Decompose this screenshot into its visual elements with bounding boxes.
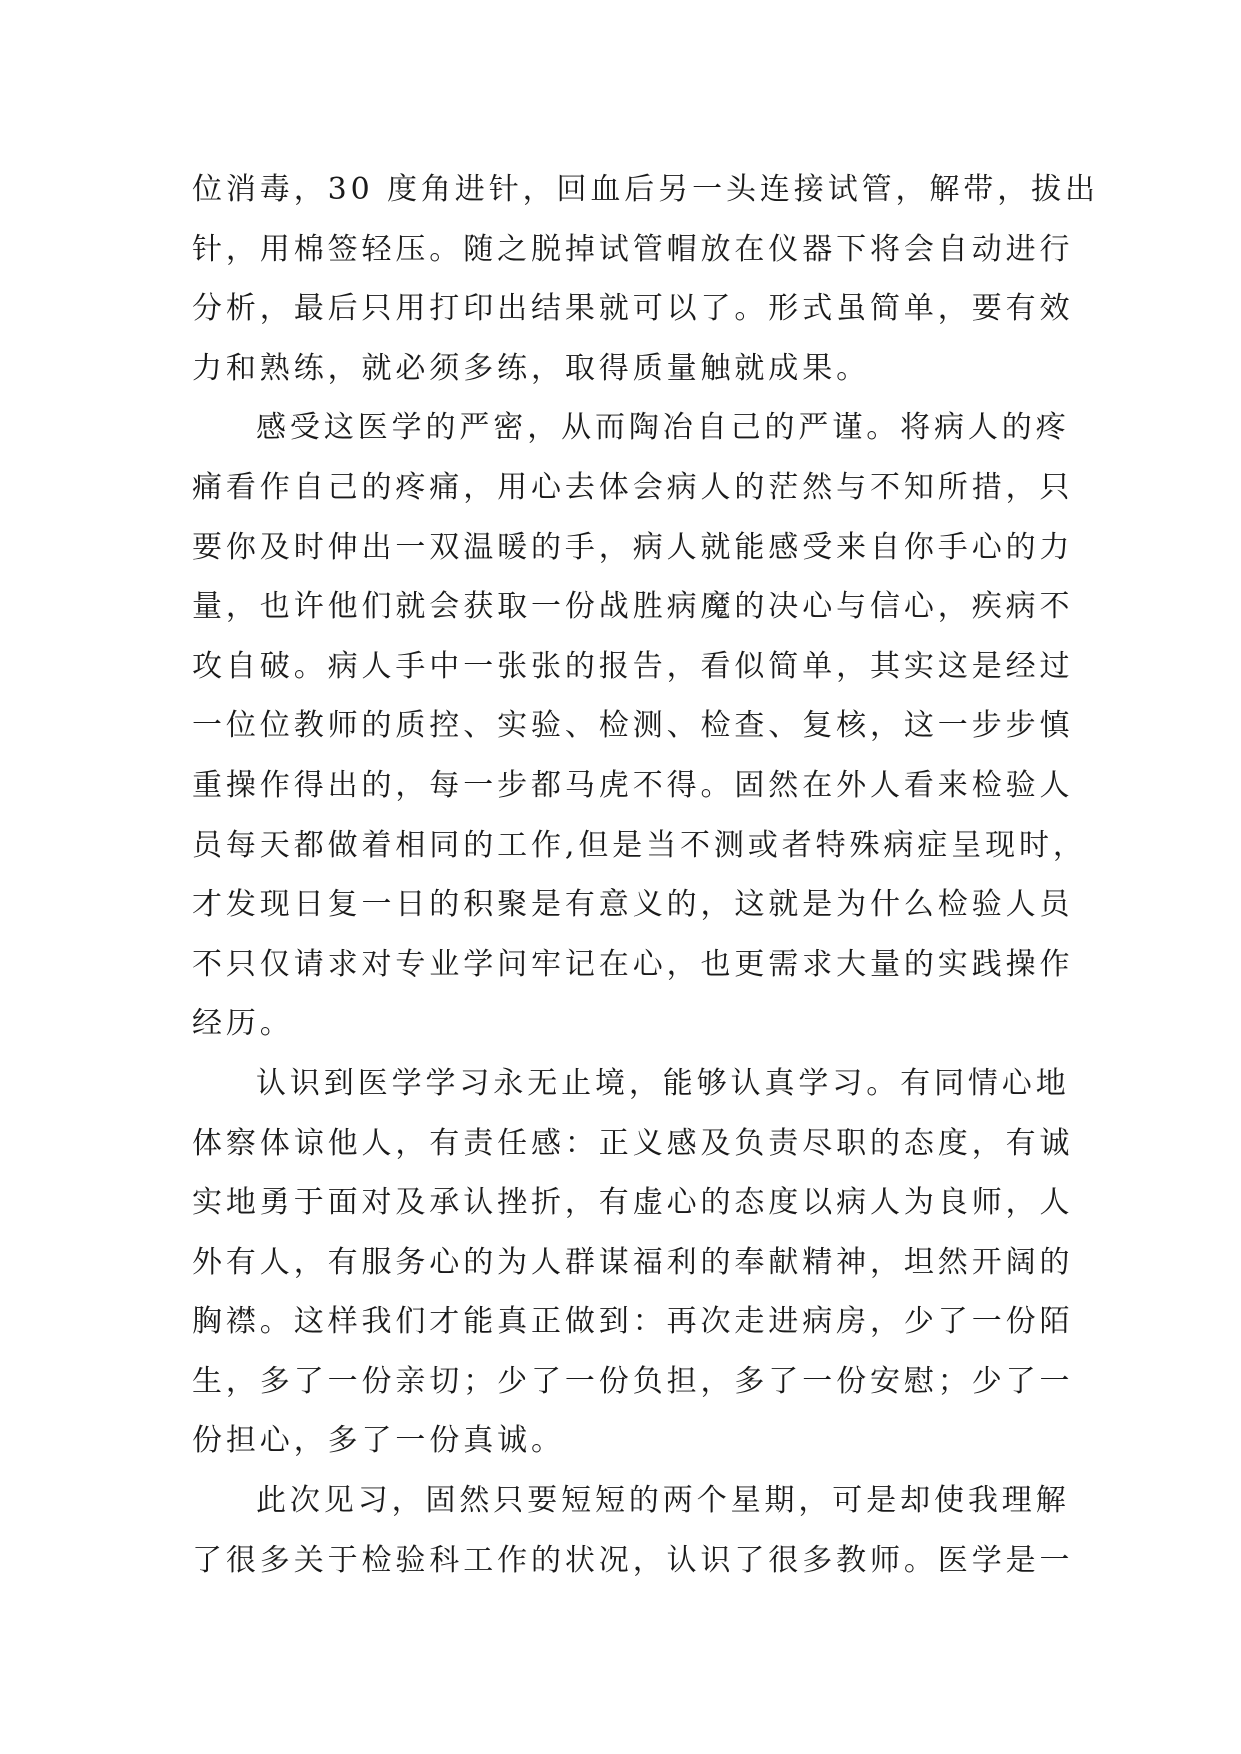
text-line: 实地勇于面对及承认挫折，有虚心的态度以病人为良师，人 — [192, 1185, 1074, 1221]
text-line: 才发现日复一日的积聚是有意义的，这就是为什么检验人员 — [192, 887, 1074, 923]
text-line: 要你及时伸出一双温暖的手，病人就能感受来自你手心的力 — [192, 529, 1074, 565]
text-line: 位消毒，30 度角进针，回血后另一头连接试管，解带，拔出 — [192, 172, 1099, 207]
text-line: 不只仅请求对专业学问牢记在心，也更需求大量的实践操作 — [192, 946, 1074, 982]
text-line: 攻自破。病人手中一张张的报告，看似简单，其实这是经过 — [192, 648, 1074, 684]
text-line: 分析，最后只用打印出结果就可以了。形式虽简单，要有效 — [192, 291, 1074, 327]
text-line: 员每天都做着相同的工作,但是当不测或者特殊病症呈现时， — [192, 827, 1087, 863]
paragraph — [192, 1054, 1074, 1471]
text-line: 经历。 — [192, 1006, 294, 1042]
text-line: 体察体谅他人，有责任感：正义感及负责尽职的态度，有诚 — [192, 1125, 1074, 1161]
text-line: 重操作得出的，每一步都马虎不得。固然在外人看来检验人 — [192, 767, 1074, 803]
paragraph — [192, 160, 1099, 398]
paragraph — [192, 1471, 1074, 1590]
text-line: 一位位教师的质控、实验、检测、检查、复核，这一步步慎 — [192, 708, 1074, 744]
text-line: 胸襟。这样我们才能真正做到：再次走进病房，少了一份陌 — [192, 1304, 1074, 1340]
text-line: 针，用棉签轻压。随之脱掉试管帽放在仪器下将会自动进行 — [192, 231, 1074, 267]
text-line: 外有人，有服务心的为人群谋福利的奉献精神，坦然开阔的 — [192, 1244, 1074, 1280]
text-line: 量，也许他们就会获取一份战胜病魔的决心与信心，疾病不 — [192, 589, 1074, 625]
text-line: 痛看作自己的疼痛，用心去体会病人的茫然与不知所措，只 — [192, 469, 1074, 505]
document-body — [192, 160, 1099, 1590]
text-line: 认识到医学学习永无止境，能够认真学习。有同情心地 — [256, 1065, 1070, 1101]
text-line: 力和熟练，就必须多练，取得质量触就成果。 — [192, 350, 870, 386]
text-line: 了很多关于检验科工作的状况，认识了很多教师。医学是一 — [192, 1542, 1074, 1578]
text-line: 份担心，多了一份真诚。 — [192, 1423, 565, 1459]
text-line: 此次见习，固然只要短短的两个星期，可是却使我理解 — [256, 1483, 1070, 1519]
text-line: 生，多了一份亲切；少了一份负担，多了一份安慰；少了一 — [192, 1363, 1074, 1399]
text-line: 感受这医学的严密，从而陶冶自己的严谨。将病人的疼 — [256, 410, 1070, 446]
paragraph — [192, 398, 1087, 1054]
